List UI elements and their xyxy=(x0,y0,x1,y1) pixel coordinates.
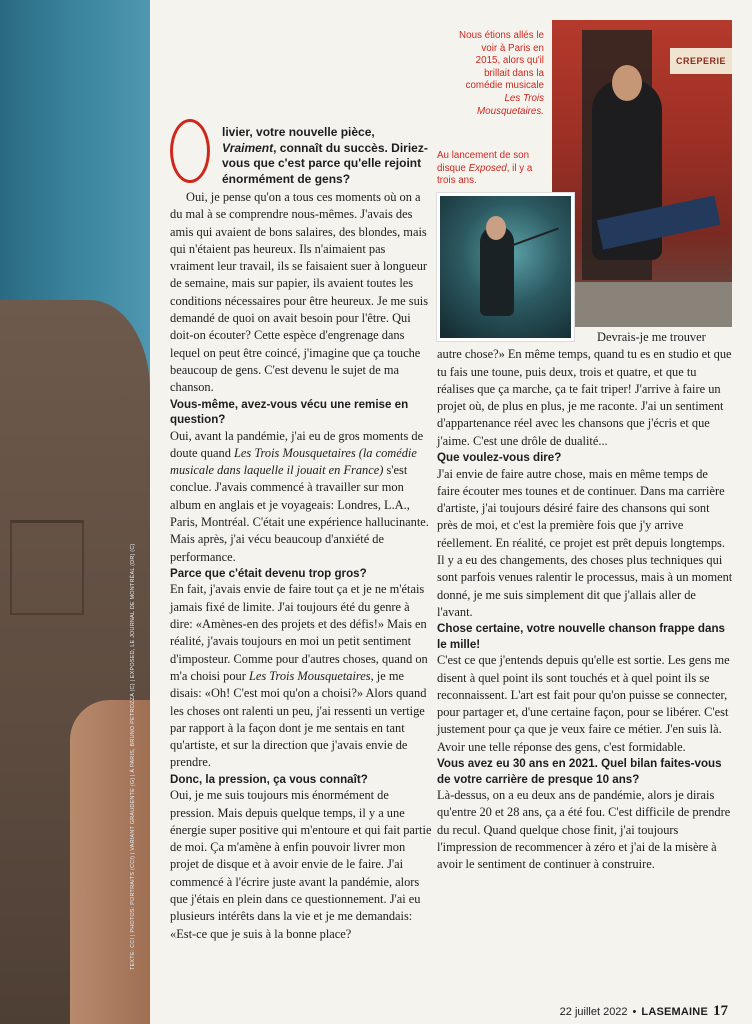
concert-photo xyxy=(437,193,574,341)
microphone-stand xyxy=(511,228,559,247)
lede-title: Vraiment xyxy=(222,140,274,155)
person-head xyxy=(612,65,642,101)
caption-album-title: Exposed xyxy=(468,162,507,174)
magazine-brand: LASEMAINE xyxy=(641,1006,708,1018)
answer-3 xyxy=(170,581,432,771)
lede-question xyxy=(170,125,432,189)
answer-1: Oui, je pense qu'on a tous ces moments où on a du mal à se comprendre nous-mêmes. J'avais des amis qui avaient de bons salaires, des blondes, mais qui n'étaient pas heureux. Ils n'aimaient pas vraiment leur travail, ils se faisaient suer à longueur de semaine, mais sur papier, ils avaient toutes les conditions nécessaires pour être heureux. Je me suis demandé de quoi on avait besoin pour l'être. Qui doit-on écouter? Cette espèce d'engrenage dans lequel on peut être coincé, j'imagine que ça touche beaucoup de gens. C'est devenu le sujet de ma chanson. xyxy=(170,190,429,395)
performer-head xyxy=(486,216,506,240)
sidewalk xyxy=(552,282,732,327)
caption-paris-text: Nous étions allés le voir à Paris en 2015, alors qu'il brillait dans la comédie musicale xyxy=(459,30,544,92)
question-7: Vous avez eu 30 ans en 2021. Quel bilan faites-vous de votre carrière de presque 10 ans? xyxy=(437,757,722,786)
paris-photo xyxy=(552,20,732,327)
article-column-left xyxy=(170,125,432,943)
creperie-sign: CREPERIE xyxy=(670,48,732,74)
answer-3-title: Les Trois Mousquetaires xyxy=(248,668,371,683)
answer-2 xyxy=(170,428,432,566)
question-2: Vous-même, avez-vous vécu une remise en question? xyxy=(170,397,409,427)
caption-paris-title: Les Trois Mousquetaires. xyxy=(477,92,544,117)
caption-album xyxy=(437,150,547,188)
page-footer xyxy=(560,1003,728,1020)
photo-credit: TEXTE: CCI | PHOTOS: PORTRAITS (CCI) | VARIANT GRAUDENTE (G) | À PARIS, BRUNO PETROZZA (C) | EXPOSED, LE JOURNAL DE MONTRÉAL (DR) (C) xyxy=(130,543,136,970)
article-column-right xyxy=(437,329,733,874)
answer-7: Là-dessus, on a eu deux ans de pandémie, alors je dirais qu'entre 20 et 28 ans, ça a été fou. C'est difficile de prendre du recul. Quand quelque chose finit, j'ai toujours l'impression de recommencer à zéro et j'ai de la misère à avoir le sentiment de continuer à construire. xyxy=(437,788,731,872)
answer-3a: En fait, j'avais envie de faire tout ça et je ne m'étais jamais fixé de limite. J'ai toujours été du genre à dire: «Amènes-en des projets et des défis!» Mais en réalité, j'avais toujours en moi un petit sentiment d'imposteur. Comme pour d'autres choses, quand on m'a choisi pour xyxy=(170,582,428,683)
caption-album-text: Au lancement de son disque xyxy=(437,150,530,174)
answer-6: C'est ce que j'entends depuis qu'elle est sortie. Les gens me disent à quel point ils sont touchés et à quel point ils se reconnaissent. L'art est fait pour qu'on puisse se connecter, pour partager et, d'une certaine façon, pour se libérer. C'est justement pour ça que je veux faire ce métier. J'en suis là. Avoir une telle réponse des gens, c'est formidable. xyxy=(437,653,730,754)
shirt-pocket xyxy=(10,520,84,615)
page-number: 17 xyxy=(713,1003,728,1019)
issue-date: 22 juillet 2022 xyxy=(559,1006,628,1018)
question-5: Que voulez-vous dire? xyxy=(437,451,562,465)
portrait-photo xyxy=(0,0,150,1024)
question-4: Donc, la pression, ça vous connaît? xyxy=(170,772,368,786)
answer-2c: s'est conclue. J'avais commencé à travailler sur mon album en anglais et je voyageais: Londres, L.A., Paris, Montréal. C'était une expérience hallucinante. Mais après, j'ai vécu beaucoup d'anxiété de performance. xyxy=(170,463,429,564)
answer-2a: Oui, avant la pandémie, j'ai eu de gros moments de doute quand xyxy=(170,428,424,460)
caption-album-end: , il y a trois ans. xyxy=(437,162,533,187)
answer-4-continued: Devrais-je me trouver autre chose?» En même temps, quand tu es en studio et que tu fais une toune, puis deux, trois et quatre, et que tu réalises que ça marche, ça te fait triper! J'arrive à faire un projet où, de plus en plus, je me raconte. J'ai un sentiment d'appartenance réel avec les chansons que j'écris et que j'aime. C'est une drôle de dualité... xyxy=(437,330,732,448)
question-6: Chose certaine, votre nouvelle chanson frappe dans le mille! xyxy=(437,622,725,651)
caption-paris xyxy=(458,30,544,118)
lede-text-c: , connaît du succès. Diriez-vous que c'est parce qu'elle rejoint énormément de gens? xyxy=(222,140,428,187)
lede-text-a: livier, votre nouvelle pièce, xyxy=(222,125,375,139)
answer-2-title: Les Trois Mousquetaires (la comédie musicale dans laquelle il jouait en France) xyxy=(170,445,417,478)
question-3: Parce que c'était devenu trop gros? xyxy=(170,566,367,580)
footer-separator: • xyxy=(632,1006,637,1018)
answer-4: Oui, je me suis toujours mis énormément de pression. Mais depuis quelque temps, il y a une énergie super positive qui m'entoure et qui fait partie de moi. Ça m'amène à enfin pouvoir livrer mon projet de disque et à avoir envie de le faire. J'ai commencé à l'écrire juste avant la pandémie, alors que j'étais en plein dans ce questionnement. J'ai eu plusieurs intérêts dans la vie et je me demandais: «Est-ce que je suis à la bonne place? xyxy=(170,788,432,941)
answer-5: J'ai envie de faire autre chose, mais en même temps de faire écouter mes tounes et de continuer. Dans ma carrière d'artiste, j'ai toujours désiré faire des chansons qui sont près de moi, et c'est la première fois que j'y arrive réellement. En réalité, ce projet est prêt depuis longtemps. Il y a eu des changements, des choses plus techniques qui sont parfois venues ralentir le processus, mais à un moment donné, je me suis simplement dit que j'allais aller de l'avant. xyxy=(437,466,733,619)
answer-3c: , je me disais: «Oh! C'est moi qu'on a choisi?» Alors quand les choses ont ralenti un peu, j'ai ressenti un vertige par rapport à la façon dont je me sentais en tant qu'artiste, et sur la direction que j'avais envie de prendre. xyxy=(170,668,427,770)
dropcap-o xyxy=(170,119,210,183)
